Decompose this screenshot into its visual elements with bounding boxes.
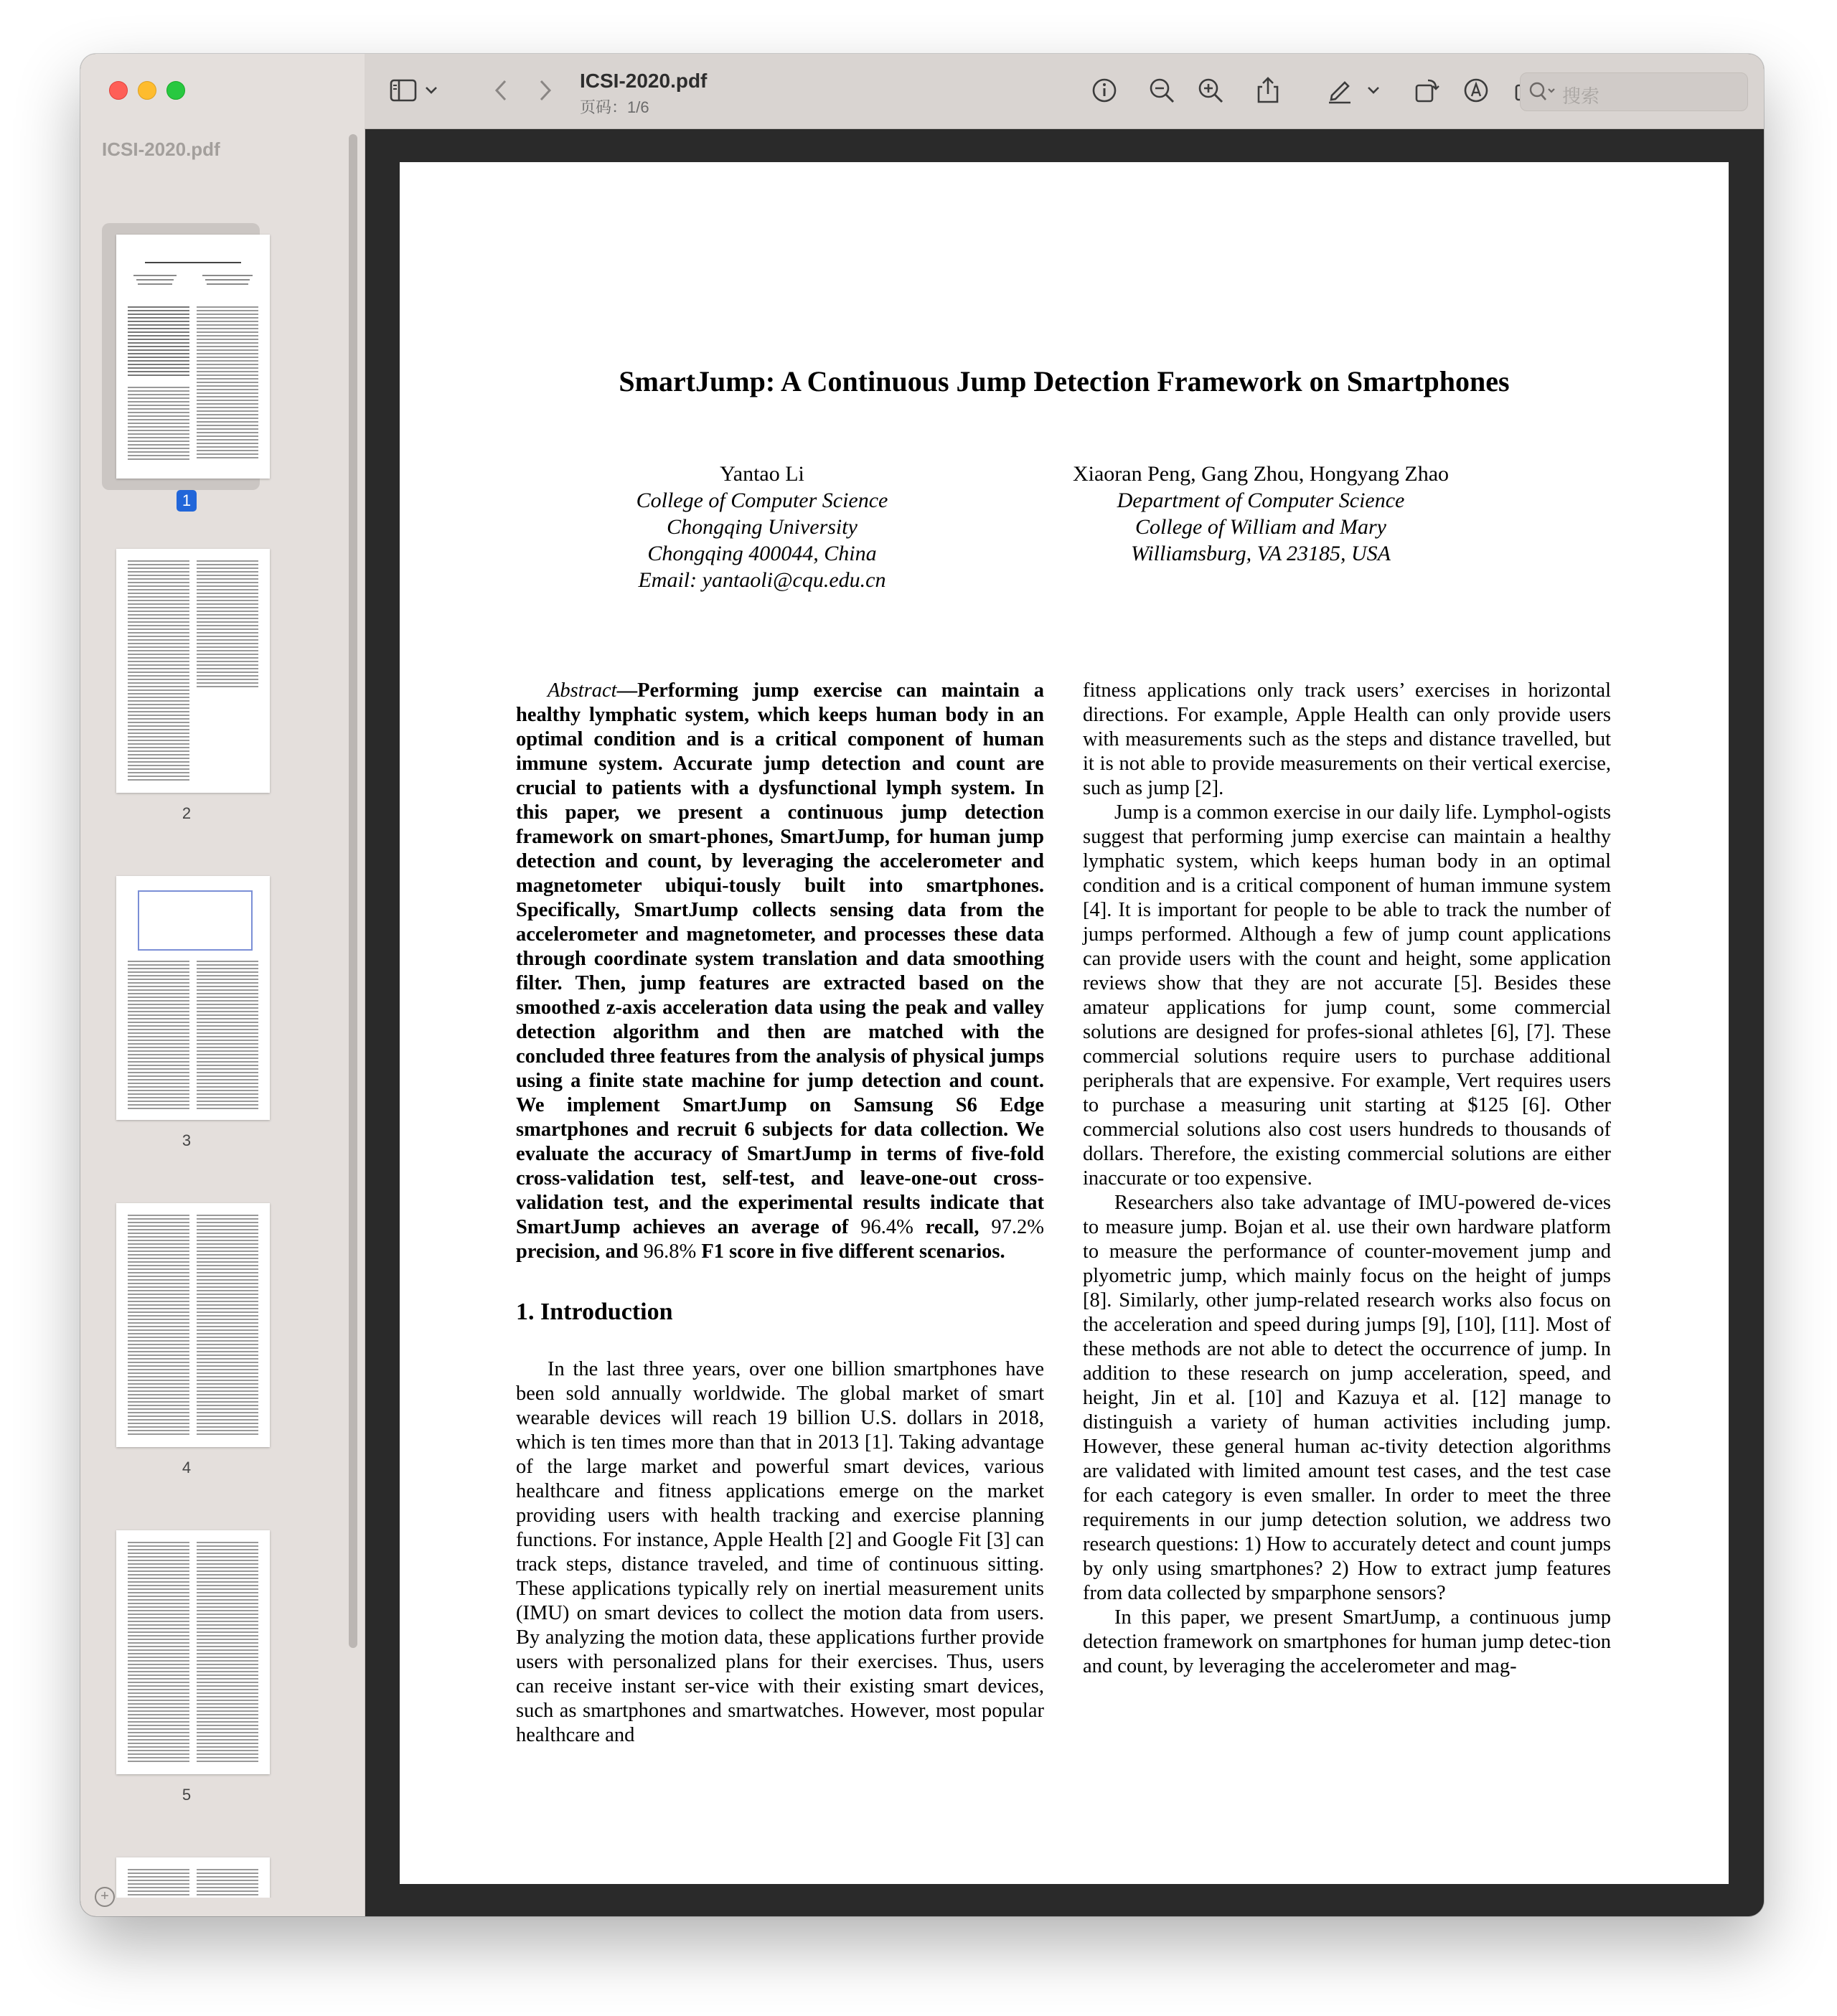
search-placeholder: 搜索 [1562,85,1600,107]
sidebar-title: ICSI-2020.pdf [102,138,220,160]
author-affiliation: Chongqing 400044, China [647,542,877,565]
thumbnail-label: 1 [80,490,293,512]
thumbnail-page-4[interactable] [80,1203,365,1519]
thumbnail-image [116,235,270,479]
body-paragraph: fitness applications only track users’ exercises in horizontal directions. For example, Apple Health can only provide users with measurements such as the steps and distance travelled, but it is not able to provide measurements on their vertical exercise, such as jump [2]. [1083,679,1611,799]
author-affiliation: College of William and Mary [1135,515,1386,539]
rotate-icon[interactable] [1412,75,1442,105]
thumbnail-image [116,1203,270,1447]
thumbnail-list [80,169,365,1898]
thumbnail-page-5[interactable] [80,1530,365,1846]
author-block-2 [1038,461,1483,567]
zoom-button[interactable] [166,81,185,100]
author-affiliation: Department of Computer Science [1117,489,1405,512]
thumbnail-image [116,1530,270,1774]
thumbnail-page-2[interactable] [80,549,365,865]
search-field[interactable] [1520,72,1748,111]
author-affiliation: College of Computer Science [636,489,888,512]
thumbnail-label: 2 [182,804,192,822]
thumbnail-page-6[interactable] [80,1857,365,1898]
thumbnail-label: 3 [182,1131,192,1149]
body-paragraph: Jump is a common exercise in our daily life. Lymphol-ogists suggest that performing jump exercise can maintain a healthy lymphatic system, which keeps human body in an optimal condition and is a critical component of human immune system [4]. It is important for people to be able to track the number of jumps performed. Although a few of jump count applications can provide users with the count and height, some application reviews show that they are not accurate [5]. Besides these amateur applications for jump count, some commercial solutions are designed for profes-sional athletes [6], [7]. These commercial solutions require users to purchase additional peripherals that are expensive. For example, Vert requires users to purchase a measuring unit starting at $125 [6]. Other commercial solutions also cost users hundreds to thousands of dollars. Therefore, the existing commercial solutions are either inaccurate or too expensive. [1083,801,1611,1190]
toolbar [365,54,1764,129]
forward-icon[interactable] [530,75,560,105]
sidebar-scrollbar[interactable] [349,134,357,1648]
close-button[interactable] [109,81,128,100]
thumbnail-image [116,876,270,1120]
section-heading: 1. Introduction [516,1299,673,1325]
author-block-1 [608,461,916,593]
document-title: ICSI-2020.pdf [580,70,708,92]
thumbnail-image [116,1857,270,1898]
document-view[interactable] [365,129,1764,1916]
thumbnail-label: 4 [182,1459,192,1476]
author-affiliation: Chongqing University [667,515,858,539]
annotate-icon[interactable] [1461,75,1491,105]
zoom-out-icon[interactable] [1147,75,1177,105]
abstract-label: Abstract [548,679,617,702]
paper-title: SmartJump: A Continuous Jump Detection Framework on Smartphones [619,365,1510,397]
markup-chevron-icon[interactable] [1365,75,1382,105]
share-icon[interactable] [1253,75,1283,105]
page-indicator: 页码：1/6 [580,98,649,116]
info-icon[interactable] [1089,75,1119,105]
thumbnail-page-1[interactable] [80,223,365,539]
author-name: Xiaoran Peng, Gang Zhou, Hongyang Zhao [1072,462,1450,486]
thumbnail-sidebar [80,54,365,1916]
zoom-in-icon[interactable] [1195,75,1226,105]
thumbnail-image [116,549,270,793]
abstract: Abstract—Performing jump exercise can maintain a healthy lymphatic system, which keeps human body in an optimal condition and is a critical component of human immune system. Accurate jump detection and count are crucial to patients with a dysfunctional lymph system. In this paper, we present a continuous jump detection framework on smart-phones, SmartJump, for human jump detection and count, by leveraging the accelerometer and magnetometer ubiqui-tously built into smartphones. Specifically, SmartJump collects sensing data from the accelerometer and magnetometer, and processes these data through coordinate system translation and data smoothing filter. Then, jump features are extracted based on the smoothed z-axis acceleration data using the peak and valley detection algorithm and then are matched with the concluded three features from the analysis of physical jumps using a finite state machine for jump detection and count. We implement SmartJump on Samsung S6 Edge smartphones and recruit 6 subjects for data collection. We evaluate the accuracy of SmartJump in terms of five-fold cross-validation test, self-test, and leave-one-out cross-validation test, and the experimental results indicate that SmartJump achieves an average of 96.4% recall, 97.2% precision, and 96.8% F1 score in five different scenarios. [516,679,1044,1263]
thumbnail-label: 5 [182,1786,192,1804]
author-name: Yantao Li [720,462,804,486]
highlight-icon[interactable] [1325,75,1355,105]
sidebar-icon[interactable] [389,75,419,105]
body-paragraph: In this paper, we present SmartJump, a continuous jump detection framework on smartphones for human jump detec-tion and count, by leveraging the accelerometer and mag- [1083,1606,1611,1677]
back-icon[interactable] [487,75,517,105]
preview-window [80,54,1764,1916]
thumbnail-page-3[interactable] [80,876,365,1192]
right-column [1083,679,1611,1679]
left-column [516,679,1044,1748]
body-paragraph: In the last three years, over one billion smartphones have been sold annually worldwide. The global market of smart wearable devices will reach 19 billion U.S. dollars in 2018, which is ten times more than that in 2013 [1]. Taking advantage of the large market and powerful smart devices, various healthcare and fitness applications emerge on the market providing users with health tracking and exercise planning functions. For instance, Apple Health [2] and Google Fit [3] can track steps, distance traveled, and time of continuous sitting. These applications typically rely on inertial measurement units (IMU) on smart devices to collect the motion data from users. By analyzing the motion data, these applications further provide users with personalized plans for their exercises. Thus, users can receive instant ser-vice with their existing smart devices, such as smartphones and smartwatches. However, most popular healthcare and [516,1358,1044,1746]
search-icon [1528,80,1558,103]
minimize-button[interactable] [138,81,156,100]
add-page-icon[interactable]: + [95,1887,115,1907]
author-email: Email: yantaoli@cqu.edu.cn [638,568,886,592]
author-affiliation: Williamsburg, VA 23185, USA [1131,542,1391,565]
pdf-page-1 [400,162,1729,1884]
body-paragraph: Researchers also take advantage of IMU-powered de-vices to measure jump. Bojan et al. use their own hardware platform to measure the performance of counter-movement jump and plyometric jump, which mainly focus on the height of jumps [8]. Similarly, other jump-related research works also focus on the acceleration and speed during jumps [9], [10], [11]. Most of these methods are not able to detect the occurrence of jump. In addition to these research on jump acceleration, speed, and height, Jin et al. [10] and Kazuya et al. [12] manage to distinguish a variety of human activities including jump. However, these general human ac-tivity detection algorithms are validated with limited amount test cases, and the test case for each category is even smaller. In order to meet the three requirements in our jump detection solution, we address two research questions: 1) How to accurately detect and count jumps by only using smartphones? 2) How to extract jump features from data collected by smparphone sensors? [1083,1192,1611,1604]
chevron-down-icon[interactable] [423,75,439,105]
